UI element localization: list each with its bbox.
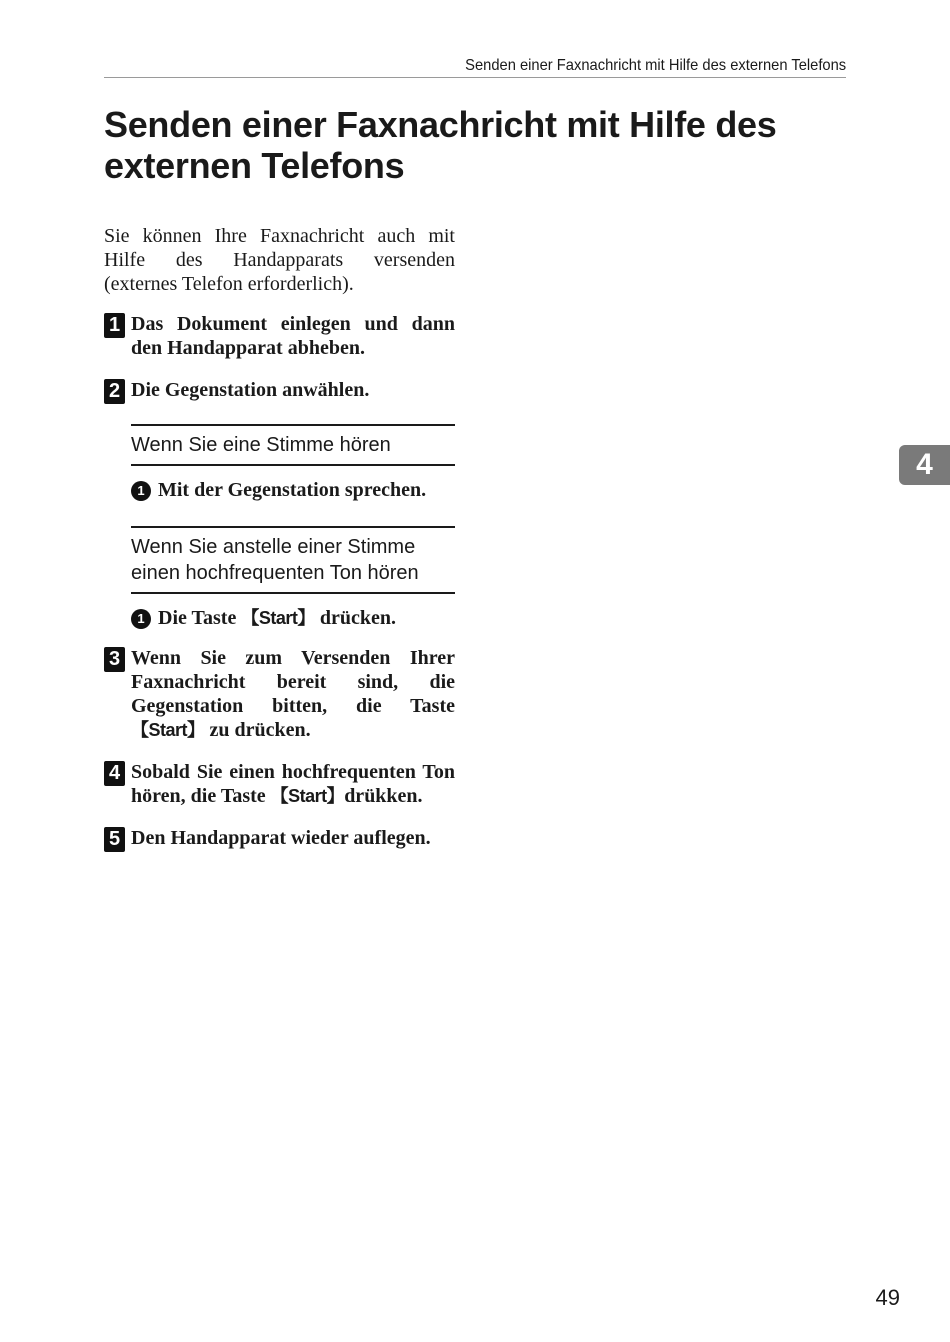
step-number-2: 2 xyxy=(104,379,125,404)
substep-number-tone: 1 xyxy=(131,609,151,629)
step-5 xyxy=(104,826,455,850)
condition-voice-substep-text: Mit der Gegenstation sprechen. xyxy=(158,479,427,501)
condition-heading-voice-text: Wenn Sie eine Stimme hören xyxy=(131,434,391,456)
condition-heading-tone xyxy=(131,526,455,594)
substep-number-voice: 1 xyxy=(131,481,151,501)
substep-tone-after: drücken. xyxy=(314,607,396,629)
step-number-1: 1 xyxy=(104,313,125,338)
start-key-label: 【Start】 xyxy=(131,720,205,740)
step-2-text: Die Gegenstation anwählen. xyxy=(131,379,370,401)
start-key-label: 【Start】 xyxy=(241,608,315,628)
running-header xyxy=(104,55,846,78)
step-number-4: 4 xyxy=(104,761,125,786)
step-4-text xyxy=(131,760,455,808)
page-number: 49 xyxy=(875,1285,900,1310)
intro-paragraph: Sie können Ihre Faxnachricht auch mit Hilfe des Handapparats versenden (externes Telefon erforderlich). xyxy=(104,225,455,295)
main-column xyxy=(104,224,455,850)
running-header-text: Senden einer Faxnachricht mit Hilfe des externen Telefons xyxy=(464,57,846,74)
page-title-line-1: Senden einer Faxnachricht mit Hilfe des xyxy=(104,104,777,145)
substep-tone-before: Die Taste xyxy=(158,607,242,629)
page-title xyxy=(104,104,844,186)
condition-tone-substep xyxy=(131,606,455,630)
condition-heading-tone-line-2: einen hochfrequenten Ton hören xyxy=(131,562,419,584)
condition-heading-tone-line-1: Wenn Sie anstelle einer Stimme xyxy=(131,536,416,558)
step-2 xyxy=(104,378,455,402)
step-3-before: Wenn Sie zum Versenden Ihrer Faxnachricht bereit sind, die Gegenstation bitten, die Taste xyxy=(131,647,455,717)
step-5-text: Den Handapparat wieder auflegen. xyxy=(131,827,431,849)
step-4 xyxy=(104,760,455,808)
condition-voice-substep xyxy=(131,478,455,502)
step-1-text: Das Dokument einlegen und dann den Handapparat abheben. xyxy=(131,313,455,359)
condition-heading-voice xyxy=(131,424,455,466)
step-4-before: Sobald Sie einen hochfrequenten Ton hören, die Taste xyxy=(131,761,455,807)
step-3-after: zu drücken. xyxy=(204,719,311,741)
step-number-5: 5 xyxy=(104,827,125,852)
page-title-line-2: externen Telefons xyxy=(104,145,405,186)
step-4-after: drükken. xyxy=(344,785,423,807)
start-key-label: 【Start】 xyxy=(270,786,345,806)
step-3-text xyxy=(131,646,455,742)
step-1 xyxy=(104,312,455,360)
condition-tone-substep-text xyxy=(158,606,455,630)
step-3 xyxy=(104,646,455,742)
step-number-3: 3 xyxy=(104,647,125,672)
chapter-tab: 4 xyxy=(899,445,950,485)
